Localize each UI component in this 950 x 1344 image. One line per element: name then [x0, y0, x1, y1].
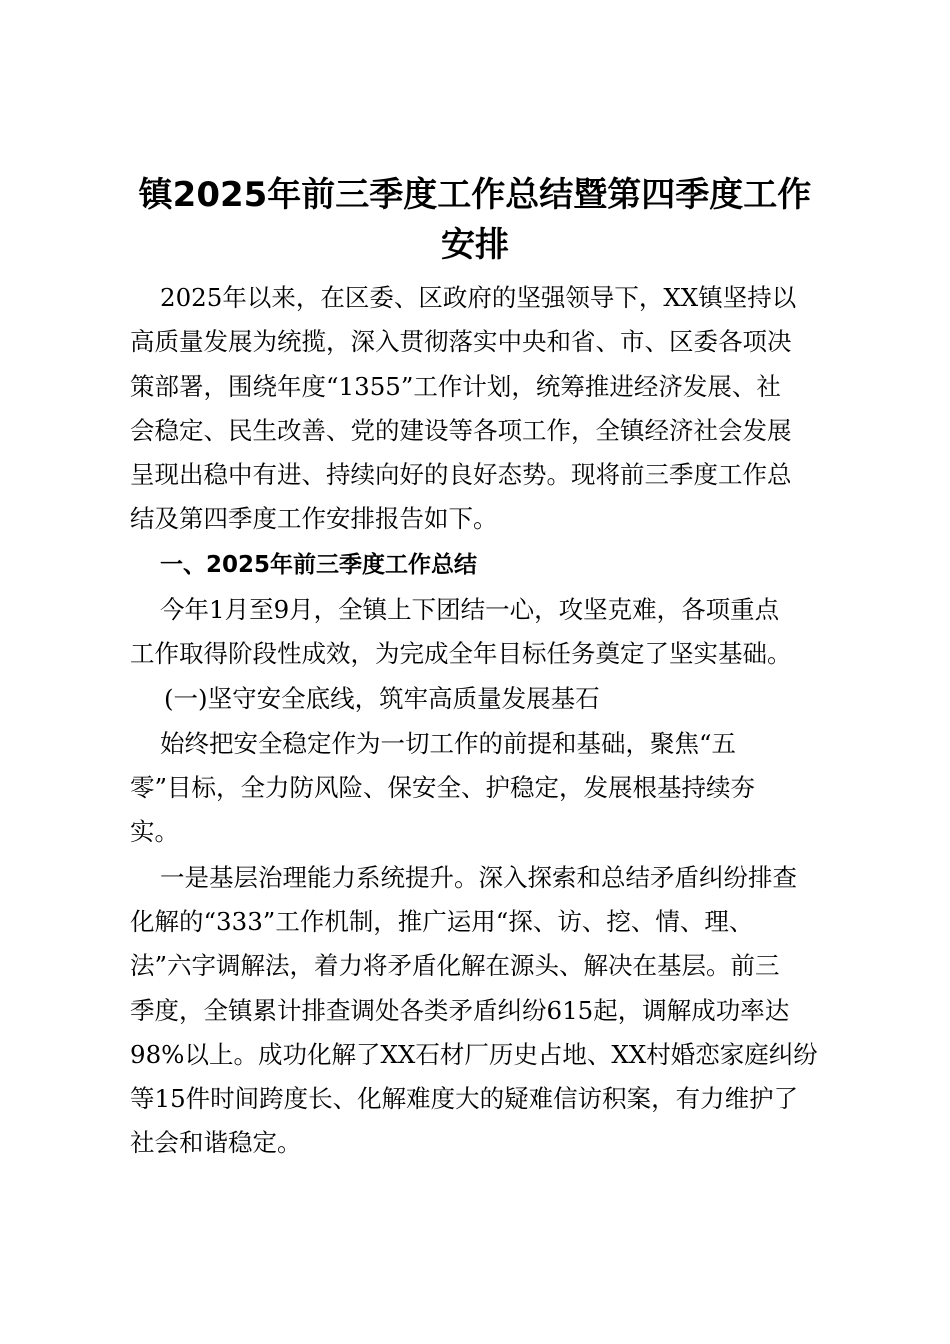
paragraph-line: 始终把安全稳定作为一切工作的前提和基础，聚焦“五	[160, 729, 737, 758]
section-heading: 一、2025年前三季度工作总结	[160, 552, 478, 578]
paragraph-line: 98%以上。成功化解了XX石材厂历史占地、XX村婚恋家庭纠纷	[130, 1040, 818, 1069]
section-heading: (一)坚守安全底线，筑牢高质量发展基石	[164, 684, 600, 713]
paragraph-line: 呈现出稳中有进、持续向好的良好态势。现将前三季度工作总	[130, 460, 792, 489]
paragraph-line: 今年1月至9月，全镇上下团结一心，攻坚克难，各项重点	[160, 595, 780, 624]
document-title-line-2: 安排	[441, 225, 509, 265]
document-title-line-1: 镇2025年前三季度工作总结暨第四季度工作	[138, 175, 812, 215]
paragraph-line: 会稳定、民生改善、党的建设等各项工作，全镇经济社会发展	[130, 416, 792, 445]
paragraph-line: 法”六字调解法，着力将矛盾化解在源头、解决在基层。前三	[130, 951, 780, 980]
paragraph-line: 实。	[130, 817, 179, 846]
paragraph-line: 结及第四季度工作安排报告如下。	[130, 504, 498, 533]
paragraph-line: 零”目标，全力防风险、保安全、护稳定，发展根基持续夯	[130, 773, 756, 802]
paragraph-line: 季度，全镇累计排查调处各类矛盾纠纷615起，调解成功率达	[130, 996, 790, 1025]
paragraph-line: 化解的“333”工作机制，推广运用“探、访、挖、情、理、	[130, 907, 754, 936]
paragraph-line: 一是基层治理能力系统提升。深入探索和总结矛盾纠纷排查	[160, 863, 797, 892]
paragraph-line: 等15件时间跨度长、化解难度大的疑难信访积案，有力维护了	[130, 1084, 799, 1113]
paragraph-line: 策部署，围绕年度“1355”工作计划，统筹推进经济发展、社	[130, 372, 781, 401]
paragraph-line: 2025年以来，在区委、区政府的坚强领导下，XX镇坚持以	[160, 283, 797, 312]
paragraph-line: 工作取得阶段性成效，为完成全年目标任务奠定了坚实基础。	[130, 639, 792, 668]
paragraph-line: 高质量发展为统揽，深入贯彻落实中央和省、市、区委各项决	[130, 327, 792, 356]
paragraph-line: 社会和谐稳定。	[130, 1128, 302, 1157]
